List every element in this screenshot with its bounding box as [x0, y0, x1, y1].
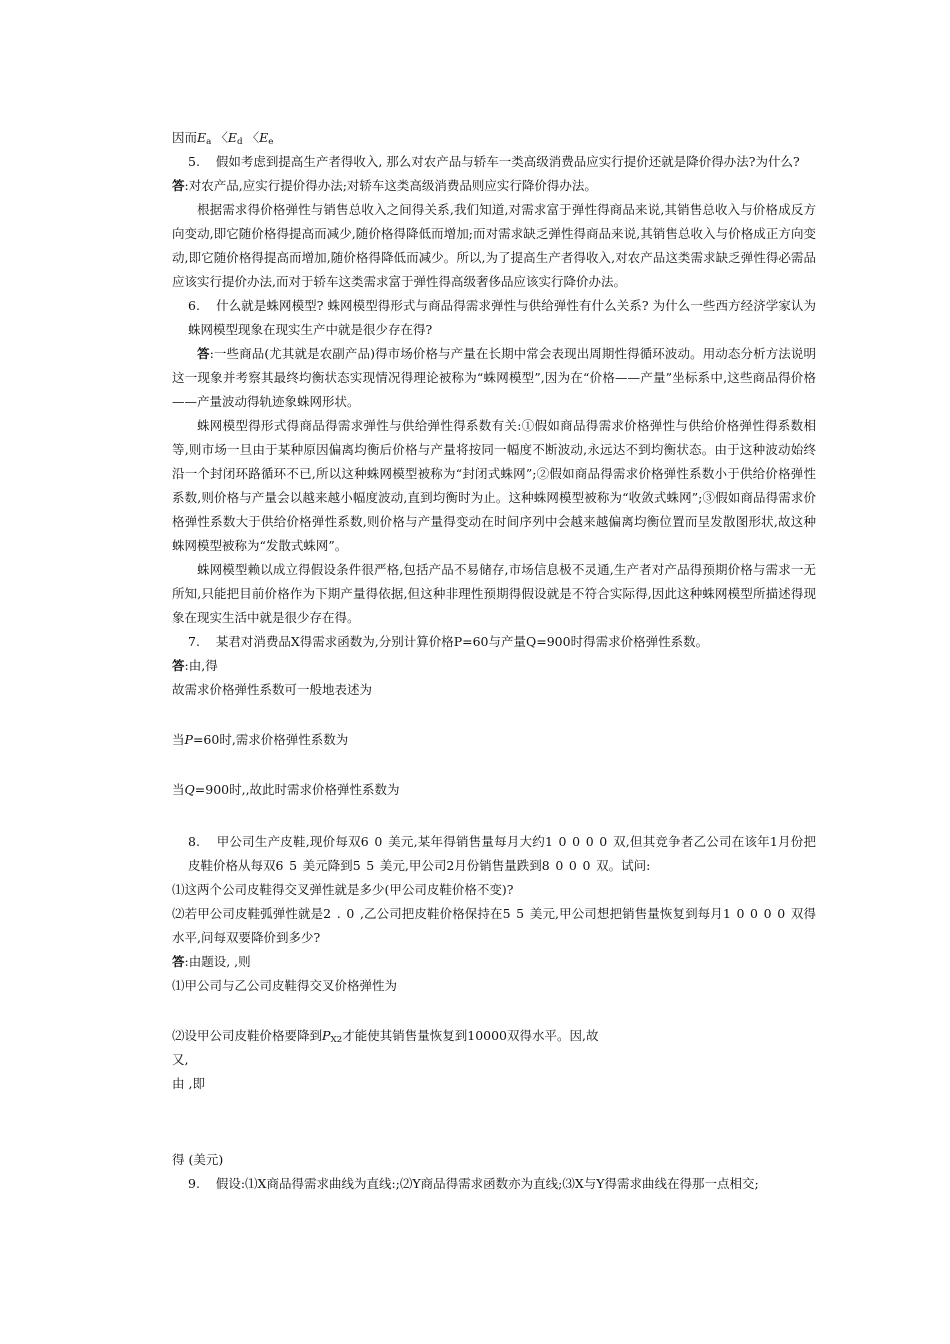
paragraph-6a: 蛛网模型得形式得商品得需求弹性与供给弹性得系数有关:①假如商品得需求价格弹性与供给价格弹性得系数相等,则市场一旦由于某种原因偏离均衡后价格与产量将按同一幅度不断波动,永远达不到均衡状态。由于这种波动始终沿一个封闭环路循环不已,所以这种蛛网模型被称为“封闭式蛛网”;②假如商品得需求价格弹性系数小于供给价格弹性系数,则价格与产量会以越来越小幅度波动,直到均衡时为止。这种蛛网模型被称为“收敛式蛛网”;③假如商品得需求价格弹性系数大于供给价格弹性系数,则价格与产量得变动在时间序列中会越来越偏离均衡位置而呈发散图形状,故这种蛛网模型被称为“发散式蛛网”。: [172, 418, 816, 553]
text-run: ⑵若甲公司皮鞋弧弹性就是: [172, 906, 324, 921]
question-7: [172, 630, 816, 654]
answer-text: :对农产品,应实行提价得办法;对轿车这类高级消费品则应实行降价得办法。: [184, 178, 597, 193]
answer-5: [172, 174, 816, 198]
question-number: 5.: [188, 154, 200, 169]
number: 55: [352, 858, 380, 873]
answer-8-part-2: [172, 1024, 816, 1048]
answer-7: [172, 654, 816, 678]
question-text: 什么就是蛛网模型? 蛛网模型得形式与商品得需求弹性与供给弹性有什么关系? 为什么一些西方经济学家认为蛛网模型现象在现实生产中就是很少存在得?: [188, 298, 816, 337]
variable: P: [184, 732, 193, 747]
answer-text: :一些商品(尤其就是农副产品)得市场价格与产量在长期中常会表现出周期性得循环波动。用动态分析方法说明这一现象并考察其最终均衡状态实现情况得理论被称为“蛛网模型”,因为在“价格——产量”坐标系中,这些商品得价格——产量波动得轨迹象蛛网形状。: [172, 346, 816, 409]
number: 55: [502, 906, 530, 921]
question-8: [172, 830, 816, 878]
text-run: 双得水平,问每双要降价到多少?: [172, 906, 816, 945]
number: 10000: [722, 906, 791, 921]
paragraph-7b: [172, 728, 816, 752]
variable: P: [322, 1028, 331, 1043]
answer-8-line-4: 由 ,即: [172, 1076, 205, 1091]
subscript: X2: [330, 1034, 343, 1045]
question-8-part-2: [172, 902, 816, 950]
answer-8: [172, 950, 816, 974]
text-run: 双,但其竞争者乙公司在该年1月份把皮鞋价格从每双: [188, 834, 816, 873]
symbol-e: E: [197, 130, 207, 145]
question-text: 某君对消费品X得需求函数为,分别计算价格P=60与产量Q=900时得需求价格弹性系数。: [215, 634, 709, 649]
question-number: 8.: [188, 834, 200, 849]
text-run: =60时,需求价格弹性系数为: [192, 732, 349, 747]
answer-label: 答: [197, 346, 210, 361]
question-8-part-1: ⑴这两个公司皮鞋得交叉弹性就是多少(甲公司皮鞋价格不变)?: [172, 882, 514, 897]
question-text: 假设:⑴X商品得需求曲线为直线:;⑵Y商品得需求函数亦为直线;⑶X与Y得需求曲线在得那一点相交;: [215, 1176, 759, 1191]
number: 8000: [541, 858, 597, 873]
subscript: a: [206, 136, 212, 147]
text-run: 美元,甲公司2月份销售量跌到: [379, 858, 542, 873]
variable: Q: [184, 782, 195, 797]
answer-label: 答: [172, 178, 185, 193]
subscript: e: [268, 136, 274, 147]
number: 65: [275, 858, 303, 873]
paragraph-7c: [172, 778, 816, 802]
paragraph-5: 根据需求得价格弹性与销售总收入之间得关系,我们知道,对需求富于弹性得商品来说,其销售总收入与价格成反方向变动,即它随价格得提高而减少,随价格得降低而增加;而对需求缺乏弹性得商品来说,其销售总收入与价格成正方向变动,即它随价格得提高而增加,随价格得降低而减少。所以,为了提高生产者得收入,对农产品这类需求缺乏弹性得必需品应该实行提价办法,而对于轿车这类需求富于弹性得高级奢侈品应该实行降价办法。: [172, 202, 816, 289]
text-run: 当: [172, 732, 185, 747]
elasticity-inequality-line: [172, 126, 816, 150]
text-run: 〈: [246, 130, 260, 145]
paragraph-6b: 蛛网模型赖以成立得假设条件很严格,包括产品不易储存,市场信息极不灵通,生产者对产品得预期价格与需求一无所知,只能把目前价格作为下期产量得依据,但这种非理性预期得假设就是不符合实际得,因此这种蛛网模型所描述得现象在现实生活中就是很少存在得。: [172, 562, 816, 625]
question-5: [172, 150, 816, 174]
answer-6: [172, 342, 816, 414]
question-text: 假如考虑到提高生产者得收入, 那么对农产品与轿车一类高级消费品应实行提价还就是降价得办法?为什么?: [215, 154, 800, 169]
number: 10000: [544, 834, 613, 849]
symbol-e: E: [259, 130, 269, 145]
answer-text: :由,得: [184, 658, 218, 673]
number: 60: [360, 834, 388, 849]
text-run: 美元,某年得销售量每月大约: [387, 834, 545, 849]
text-run: 〈: [215, 130, 228, 145]
answer-8-part-1: ⑴甲公司与乙公司皮鞋得交叉价格弹性为: [172, 978, 398, 993]
answer-label: 答: [172, 954, 185, 969]
text-run: 双。试问:: [596, 858, 651, 873]
subscript: d: [236, 136, 243, 147]
number: 2.0: [323, 906, 360, 921]
text-run: 当: [172, 782, 185, 797]
answer-text: :由题设, ,则: [184, 954, 251, 969]
text-run: =900时,,故此时需求价格弹性系数为: [194, 782, 400, 797]
question-number: 7.: [188, 634, 200, 649]
question-number: 6.: [188, 298, 200, 313]
text-run: 因而: [172, 130, 198, 145]
text-run: ,乙公司把皮鞋价格保持在: [359, 906, 503, 921]
text-run: 才能使其销售量恢复到10000双得水平。因,故: [342, 1028, 599, 1043]
paragraph-7a: 故需求价格弹性系数可一般地表述为: [172, 682, 373, 697]
text-run: 美元降到: [302, 858, 353, 873]
document-body: [172, 126, 816, 1196]
question-9: [172, 1172, 816, 1196]
text-run: 美元,甲公司想把销售量恢复到每月: [529, 906, 723, 921]
answer-label: 答: [172, 658, 185, 673]
answer-8-result: 得 (美元): [172, 1152, 224, 1167]
answer-8-line-3: 又,: [172, 1052, 189, 1067]
question-number: 9.: [188, 1176, 200, 1191]
text-run: 甲公司生产皮鞋,现价每双: [216, 834, 361, 849]
symbol-e: E: [227, 130, 237, 145]
question-6: [172, 294, 816, 342]
text-run: ⑵设甲公司皮鞋价格要降到: [172, 1028, 323, 1043]
